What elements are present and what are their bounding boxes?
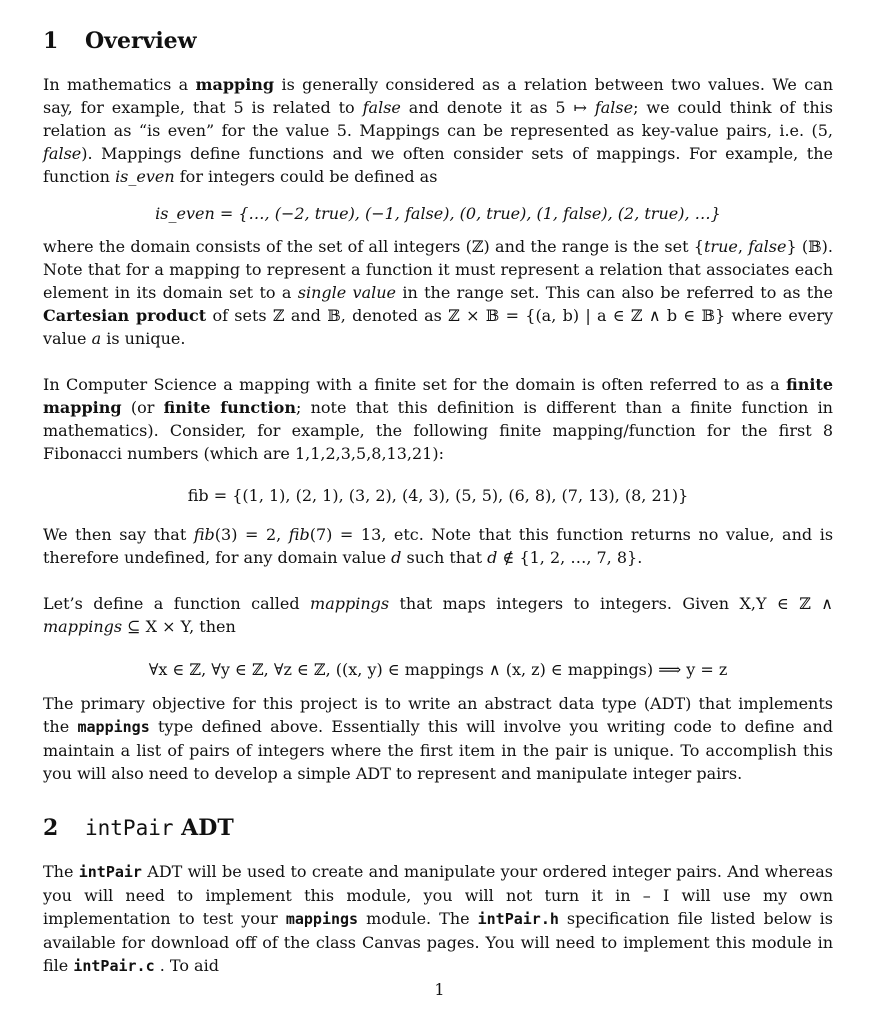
overview-paragraph-3: In Computer Science a mapping with a finite set for the domain is often referred to as a finite mapping (or finite function; note that this definition is different than a finite function in mathematics). Consider, for example, the following finite mapping/function for the first 8 Fibonacci numbers (which are 1,1,2,3,5,8,13,21): — [43, 375, 833, 463]
section-title-rest: ADT — [173, 815, 234, 841]
section-number: 2 — [43, 815, 59, 841]
section-heading-intpair — [43, 815, 234, 841]
page-number: 1 — [434, 980, 445, 999]
section-heading-overview — [43, 28, 197, 54]
overview-paragraph-1: In mathematics a mapping is generally considered as a relation between two values. We can say, for example, that 5 is related to false and denote it as 5 ↦ false; we could think of this relation as “is even” for the value 5. Mappings can be represented as key-value pairs, i.e. (5, false). Mappings define functions and we often consider sets of mappings. For example, the function is_even for integers could be defined as — [43, 75, 834, 186]
overview-paragraph-6: The primary objective for this project is to write an abstract data type (ADT) that implements the mappings type defined above. Essentially this will involve you writing code to define and maintain a list of pairs of integers where the first item in the pair is unique. To accomplish this you will also need to develop a simple ADT to represent and manipulate integer pairs. — [43, 694, 834, 783]
intpair-paragraph-1: The intPair ADT will be used to create and manipulate your ordered integer pairs. And whereas you will need to implement this module, you will not turn it in – I will use my own implementation to test your mappings module. The intPair.h specification file listed below is available for download off of the class Canvas pages. You will need to implement this module in file intPair.c . To aid — [43, 862, 834, 975]
overview-paragraph-5: Let’s define a function called mappings that maps integers to integers. Given X,Y ∈ ℤ ∧ mappings ⊆ X × Y, then — [43, 594, 834, 636]
equation-mappings-uniqueness: ∀x ∈ ℤ, ∀y ∈ ℤ, ∀z ∈ ℤ, ((x, y) ∈ mappings ∧ (x, z) ∈ mappings) ⟹ y = z — [148, 660, 728, 679]
equation-fib: fib = {(1, 1), (2, 1), (3, 2), (4, 3), (5, 5), (6, 8), (7, 13), (8, 21)} — [187, 486, 689, 505]
section-title: Overview — [85, 28, 197, 54]
overview-paragraph-2: where the domain consists of the set of all integers (ℤ) and the range is the set {true, false} (𝔹). Note that for a mapping to represent a function it must represent a relation that associates each element in its domain set to a single value in the range set. This can also be referred to as the Cartesian product of sets ℤ and 𝔹, denoted as ℤ × 𝔹 = {(a, b) | a ∈ ℤ ∧ b ∈ 𝔹} where every value a is unique. — [43, 237, 834, 348]
overview-paragraph-4: We then say that fib(3) = 2, fib(7) = 13, etc. Note that this function returns no value, and is therefore undefined, for any domain value d such that d ∉ {1, 2, …, 7, 8}. — [43, 525, 834, 567]
section-number: 1 — [43, 28, 59, 54]
equation-is-even: is_even = {…, (−2, true), (−1, false), (0, true), (1, false), (2, true), …} — [155, 204, 721, 223]
section-title-code: intPair — [85, 816, 174, 840]
